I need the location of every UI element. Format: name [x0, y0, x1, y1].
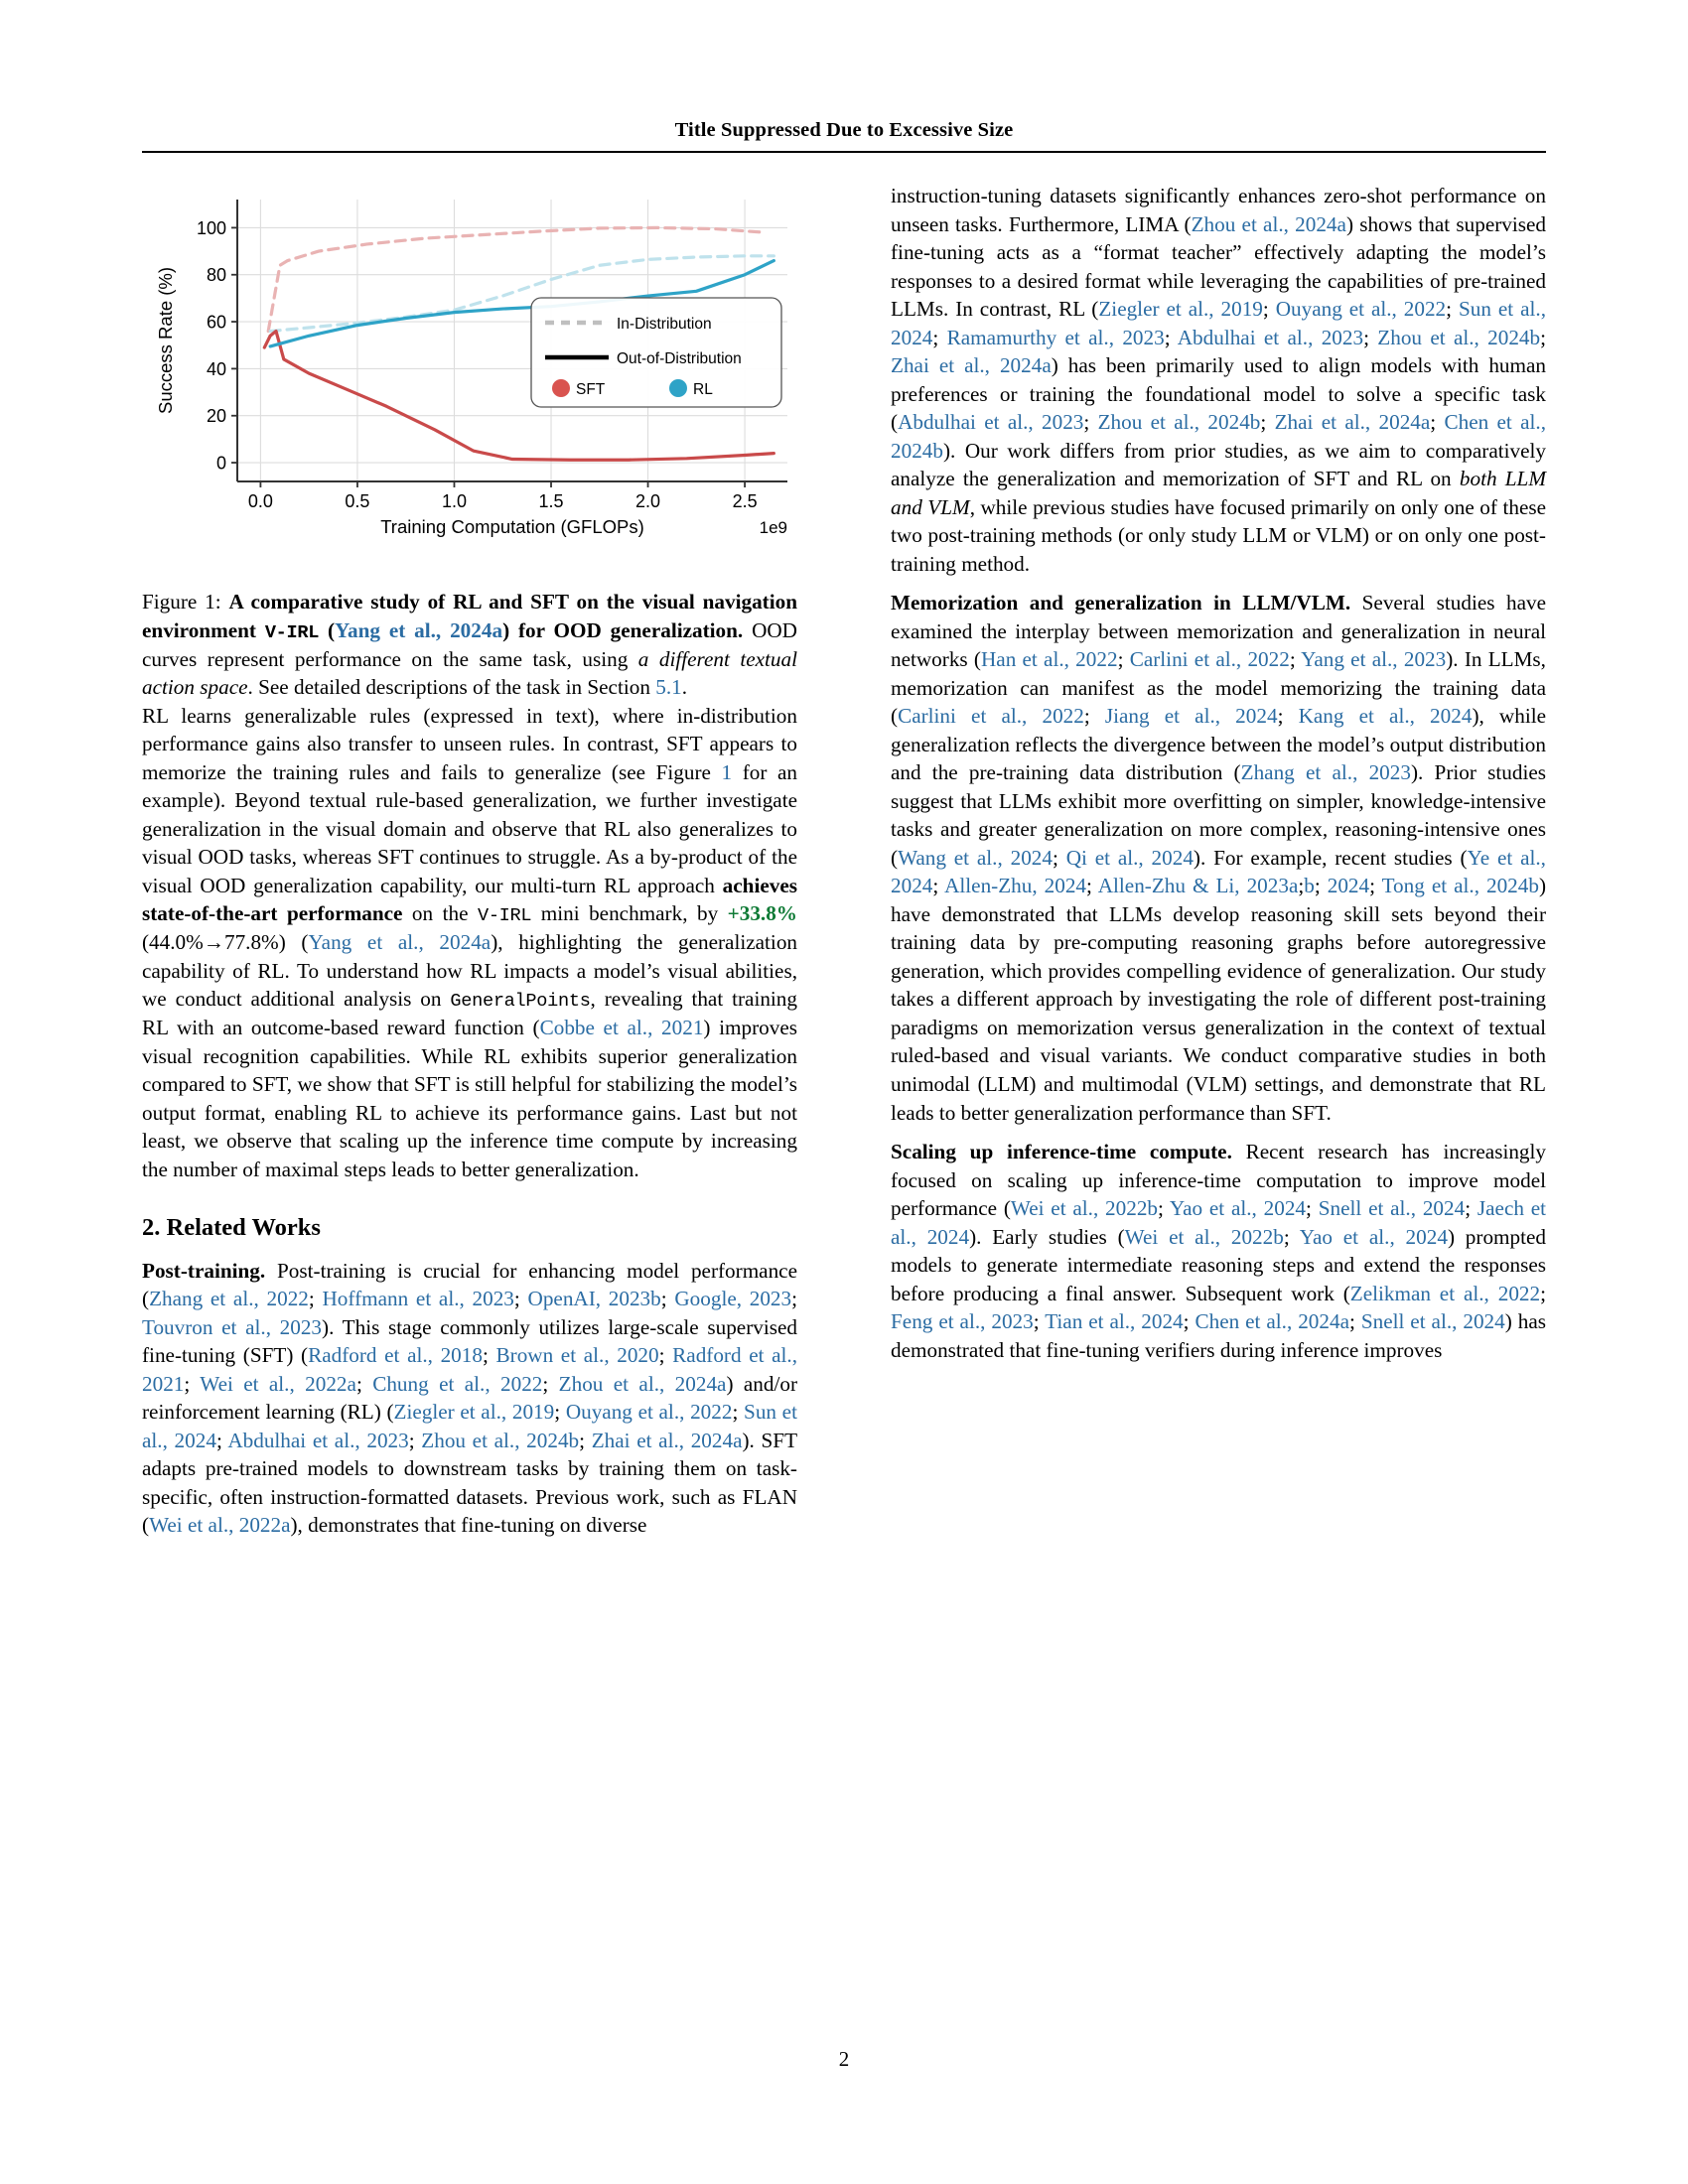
lp2-sep-1: ;	[308, 1287, 323, 1311]
rp1-cite-chen24b[interactable]: Chen et al., 2024b	[891, 410, 1547, 463]
rp1-cite-sun[interactable]: Sun et al., 2024	[891, 297, 1546, 349]
rp2-text-6: ) have demonstrated that LLMs develop reasoning skill sets beyond their training data by pre-computing reasoning graphs before autoregressive generation, which provides compelling evidence of generalization. Our study takes a different approach by investigating the role of different post-training paradigms on memorization versus generalization in the context of textual ruled-based and visual variants. We conduct comparative studies in both unimodal (LLM) and multimodal (VLM) settings, and demonstrate that RL leads to better generalization performance than SFT.	[891, 874, 1547, 1125]
caption-section-ref[interactable]: 5.1	[655, 675, 682, 700]
rp2-sep-8: ;	[1298, 874, 1305, 898]
lp1-bold-sota: achieves state-of-the-art performance	[142, 873, 797, 926]
rp2-cite-wang[interactable]: Wang et al., 2024	[898, 845, 1053, 870]
lp2-text-5: ), demonstrates that fine-tuning on diverse	[290, 1513, 647, 1538]
lp2-sep-13: ;	[408, 1428, 422, 1452]
rp2-sep-1: ;	[1117, 647, 1130, 672]
rp1-sep-6: ;	[1540, 325, 1546, 349]
rp3-text-3: ) prompted models to generate intermediate reasoning steps and extend the responses before producing a final answer. Subsequent work (	[891, 1224, 1547, 1305]
rp1-cite-abdulhai[interactable]: Abdulhai et al., 2023	[1177, 325, 1364, 349]
rp2-text-2: ). In LLMs, memorization can manifest as the model memorizing the training data (	[891, 647, 1546, 729]
lp1-mono-generalpoints: GeneralPoints	[450, 991, 591, 1013]
y-tick-label: 0	[215, 453, 226, 474]
lp2-text-2: ). This stage commonly utilizes large-scale supervised fine-tuning (SFT) (	[142, 1314, 797, 1368]
rp2-cite-kang[interactable]: Kang et al., 2024	[1298, 704, 1473, 729]
legend-label-rl: RL	[693, 381, 713, 398]
lp2-sep-6: ;	[658, 1343, 673, 1368]
caption-italic-1: a different textual action space	[142, 646, 797, 700]
lp2-cite-brown[interactable]: Brown et al., 2020	[495, 1343, 659, 1368]
rp2-cite-ye[interactable]: Ye et al., 2024	[891, 845, 1546, 898]
lp2-sep-11: ;	[732, 1400, 745, 1425]
rp1-cite-zhai[interactable]: Zhai et al., 2024a	[891, 353, 1052, 378]
running-head-rule	[142, 151, 1546, 153]
figure-1	[142, 182, 797, 574]
lp2-cite-openai[interactable]: OpenAI, 2023b	[527, 1287, 661, 1311]
y-tick-label: 20	[206, 406, 226, 427]
lp1-text-4: mini benchmark, by	[531, 901, 728, 926]
lp2-cite-radford18[interactable]: Radford et al., 2018	[308, 1343, 483, 1368]
lp1-text-1: RL learns generalizable rules (expressed in text), where in-distribution performance gains also transfer to unseen rules. In contrast, SFT appears to memorize the training rules and fails to generalize (see Figure	[142, 703, 797, 784]
rp3-cite-feng[interactable]: Feng et al., 2023	[891, 1309, 1034, 1334]
right-paragraph-2	[891, 589, 1546, 1127]
rp3-cite-yao-2[interactable]: Yao et al., 2024	[1299, 1224, 1448, 1249]
lp1-text-2: for an example). Beyond textual rule-based generalization, we further investigate generalization in the visual domain and observe that RL also generalizes to visual OOD tasks, whereas SFT continues to struggle. As a by-product of the visual OOD generalization capability, our multi-turn RL approach	[142, 759, 797, 897]
caption-citation-yang[interactable]: Yang et al., 2024a	[335, 617, 503, 642]
lp2-text-1: Post-training is crucial for enhancing model performance (	[142, 1258, 797, 1311]
lp2-sep-3: ;	[660, 1287, 675, 1311]
rp2-bold-heading: Memorization and generalization in LLM/VLM.	[891, 591, 1351, 615]
rp2-cite-zhang23[interactable]: Zhang et al., 2023	[1240, 760, 1411, 785]
x-tick-label: 0.5	[345, 491, 370, 511]
lp1-citation-cobbe[interactable]: Cobbe et al., 2021	[539, 1016, 704, 1040]
lp2-sep-12: ;	[215, 1428, 228, 1452]
rp1-sep-2: ;	[1446, 297, 1459, 322]
rp3-cite-jaech[interactable]: Jaech et al., 2024	[891, 1196, 1547, 1249]
lp2-sep-8: ;	[355, 1371, 373, 1396]
rp2-sep-2: ;	[1289, 647, 1302, 672]
rp3-bold-heading: Scaling up inference-time compute.	[891, 1140, 1232, 1164]
rp1-text-3: ) has been primarily used to align models with human preferences or training the foundational model to solve a specific task (	[891, 353, 1547, 435]
lp2-cite-zhou24b[interactable]: Zhou et al., 2024b	[421, 1428, 580, 1452]
lp2-cite-ouyang[interactable]: Ouyang et al., 2022	[565, 1400, 733, 1425]
caption-text-3: .	[681, 675, 687, 700]
lp2-sep-9: ;	[542, 1371, 559, 1396]
x-tick-label: 1.0	[441, 491, 467, 511]
rp2-sep-6: ;	[932, 874, 945, 898]
rp3-cite-tian[interactable]: Tian et al., 2024	[1045, 1309, 1184, 1334]
rp2-cite-allenzhu-li[interactable]: Allen-Zhu & Li, 2023a	[1097, 874, 1299, 898]
rp3-cite-wei22b[interactable]: Wei et al., 2022b	[1010, 1196, 1159, 1221]
legend-label-sft: SFT	[576, 381, 606, 398]
figure-1-chart	[142, 182, 797, 571]
legend-marker-sft	[552, 379, 570, 397]
lp1-text-3: on the	[402, 901, 478, 926]
rp3-cite-yao[interactable]: Yao et al., 2024	[1169, 1196, 1307, 1221]
lp2-cite-zhou24a[interactable]: Zhou et al., 2024a	[558, 1371, 727, 1396]
rp1-text-1: instruction-tuning datasets significantly enhances zero-shot performance on unseen tasks. Furthermore, LIMA (	[891, 184, 1546, 236]
legend-label-out-of-distribution: Out-of-Distribution	[617, 350, 742, 367]
running-head: Title Suppressed Due to Excessive Size	[674, 119, 1014, 141]
x-tick-label: 2.5	[732, 491, 758, 511]
rp3-cite-wei22b-2[interactable]: Wei et al., 2022b	[1124, 1224, 1284, 1249]
lp2-text-4: ). SFT adapts pre-trained models to downstream tasks by training them on task-specific, often instruction-formatted datasets. Previous work, such as FLAN (	[142, 1428, 798, 1538]
lp2-cite-chung[interactable]: Chung et al., 2022	[372, 1371, 543, 1396]
rp1-text-2: ) shows that supervised fine-tuning acts as a “format teacher” effectively adapting the model’s responses to a desired format while leveraging the capabilities of pre-trained LLMs. In contrast, RL (	[891, 211, 1547, 322]
rp1-cite-ouyang[interactable]: Ouyang et al., 2022	[1275, 297, 1447, 322]
rp3-text-4: ) has demonstrated that fine-tuning verifiers during inference improves	[891, 1309, 1546, 1362]
lp2-cite-hoffmann[interactable]: Hoffmann et al., 2023	[322, 1287, 514, 1311]
y-tick-label: 100	[196, 217, 226, 238]
caption-text-2: . See detailed descriptions of the task in Section	[247, 675, 656, 700]
figure-1-caption: Figure 1: A comparative study of RL and SFT on the visual navigation environment V-IRL (Yang et al., 2024a) for OOD generalization. OOD curves represent performance on the same task, using a different textual action space. See detailed descriptions of the task in Section 5.1.	[142, 590, 798, 700]
x-axis-exponent: 1e9	[759, 518, 787, 537]
lp2-cite-radford21[interactable]: Radford et al., 2021	[142, 1343, 798, 1396]
rp1-sep-1: ;	[1262, 297, 1276, 322]
rp2-text-1: Several studies have examined the interplay between memorization and generalization in neural networks (	[891, 591, 1547, 672]
lp1-text-6: ), highlighting the generalization capability of RL. To understand how RL impacts a model’s visual abilities, we conduct additional analysis on	[142, 930, 798, 1012]
lp2-cite-wei22a[interactable]: Wei et al., 2022a	[200, 1371, 356, 1396]
rp3-sep-6: ;	[1033, 1309, 1046, 1334]
caption-bold-1: A comparative study of RL and SFT on the visual navigation environment	[142, 590, 798, 642]
lp2-sep-4: ;	[791, 1287, 798, 1311]
rp2-sep-5: ;	[1052, 845, 1066, 870]
rp2-text-4: ). Prior studies suggest that LLMs exhibit more overfitting on simpler, knowledge-intensive tasks and greater generalization on more complex, reasoning-intensive ones (	[891, 760, 1546, 870]
right-column	[891, 182, 1546, 1364]
y-tick-label: 60	[206, 312, 226, 333]
lp2-cite-sun[interactable]: Sun et al., 2024	[142, 1400, 797, 1452]
rp1-cite-zhou24b[interactable]: Zhou et al., 2024b	[1377, 325, 1541, 349]
rp2-sep-7: ;	[1086, 874, 1098, 898]
lp1-text-8: ) improves visual recognition capabilities. While RL exhibits superior generalization compared to SFT, we show that SFT is still helpful for stabilizing the model’s output format, enabling RL to achieve its performance gains. Last but not least, we observe that scaling up the inference time compute by increasing the number of maximal steps leads to better generalization.	[142, 1016, 797, 1181]
legend-label-in-distribution: In-Distribution	[617, 316, 712, 333]
caption-bold-2: for OOD generalization.	[517, 617, 744, 642]
rp2-cite-yang23[interactable]: Yang et al., 2023	[1301, 647, 1447, 672]
lp2-cite-zhai[interactable]: Zhai et al., 2024a	[591, 1428, 743, 1452]
lp2-cite-zhang[interactable]: Zhang et al., 2022	[149, 1287, 309, 1311]
caption-label: Figure 1	[142, 590, 215, 614]
rp1-cite-zhou24a[interactable]: Zhou et al., 2024a	[1191, 211, 1346, 236]
left-paragraph-2	[142, 1257, 797, 1540]
rp3-sep-3: ;	[1465, 1196, 1477, 1221]
rp1-sep-9: ;	[1430, 410, 1445, 435]
lp2-text-3: ) and/or reinforcement learning (RL) (	[142, 1371, 798, 1425]
lp1-improvement-value: +33.8%	[727, 901, 797, 926]
rp1-sep-4: ;	[1164, 325, 1178, 349]
y-tick-label: 80	[206, 265, 226, 286]
rp1-sep-8: ;	[1260, 410, 1275, 435]
rp3-sep-5: ;	[1540, 1281, 1546, 1305]
section-heading-related-works: 2. Related Works	[142, 1214, 321, 1242]
caption-mono-virl: V-IRL	[264, 621, 320, 643]
rp2-cite-carlini-2[interactable]: Carlini et al., 2022	[898, 704, 1084, 729]
lp1-text-7: , revealing that training RL with an outcome-based reward function (	[142, 987, 797, 1040]
page-number: 2	[838, 2047, 850, 2071]
lp2-sep-2: ;	[513, 1287, 528, 1311]
x-tick-label: 1.5	[538, 491, 564, 511]
rp3-sep-7: ;	[1183, 1309, 1196, 1334]
right-paragraph-3	[891, 1138, 1546, 1364]
lp1-text-5: (44.0%→77.8%) (	[142, 930, 309, 955]
lp2-cite-abdulhai[interactable]: Abdulhai et al., 2023	[227, 1428, 409, 1452]
rp1-cite-zhou24b-2[interactable]: Zhou et al., 2024b	[1097, 410, 1261, 435]
lp2-cite-wei22a-2[interactable]: Wei et al., 2022a	[149, 1513, 291, 1538]
lp2-sep-5: ;	[482, 1343, 496, 1368]
rp3-sep-2: ;	[1306, 1196, 1319, 1221]
left-paragraph-1	[142, 702, 797, 1184]
rp2-cite-han[interactable]: Han et al., 2022	[980, 647, 1118, 672]
rp2-text-5: ). For example, recent studies (	[1193, 845, 1468, 870]
lp1-mono-virl: V-IRL	[477, 905, 532, 927]
rp1-cite-zhai-2[interactable]: Zhai et al., 2024a	[1274, 410, 1431, 435]
lp1-figure-ref[interactable]: 1	[721, 759, 733, 784]
rp2-cite-allenzhu[interactable]: Allen-Zhu, 2024	[944, 874, 1087, 898]
rp2-cite-tong[interactable]: Tong et al., 2024b	[1381, 874, 1539, 898]
lp2-sep-7: ;	[184, 1371, 201, 1396]
lp2-sep-14: ;	[579, 1428, 592, 1452]
rp1-cite-abdulhai-2[interactable]: Abdulhai et al., 2023	[898, 410, 1084, 435]
rp3-sep-4: ;	[1283, 1224, 1300, 1249]
rp1-sep-5: ;	[1363, 325, 1378, 349]
lp2-cite-google[interactable]: Google, 2023	[674, 1287, 792, 1311]
rp3-cite-chen24a[interactable]: Chen et al., 2024a	[1195, 1309, 1349, 1334]
caption-text-1: OOD curves represent performance on the same task, using	[142, 617, 797, 671]
rp2-sep-3: ;	[1083, 704, 1105, 729]
rp2-cite-qi[interactable]: Qi et al., 2024	[1065, 845, 1194, 870]
rp3-sep-1: ;	[1158, 1196, 1170, 1221]
rp2-text-3: ), while generalization reflects the divergence between the model’s output distribution and the pre-training data distribution (	[891, 704, 1546, 785]
lp2-bold-post-training: Post-training.	[142, 1258, 266, 1283]
rp1-sep-7: ;	[1083, 410, 1098, 435]
rp1-cite-ramamurthy[interactable]: Ramamurthy et al., 2023	[946, 325, 1165, 349]
y-axis-label: Success Rate (%)	[155, 266, 176, 415]
x-axis-label: Training Computation (GFLOPs)	[380, 516, 644, 537]
rp3-cite-zelikman[interactable]: Zelikman et al., 2022	[1349, 1281, 1541, 1305]
rp3-cite-snell[interactable]: Snell et al., 2024	[1318, 1196, 1466, 1221]
legend-marker-rl	[669, 379, 687, 397]
rp1-sep-3: ;	[932, 325, 947, 349]
x-tick-label: 2.0	[635, 491, 661, 511]
rp1-text-4: ). Our work differs from prior studies, as we aim to comparatively analyze the generalization and memorization of SFT and RL on	[891, 438, 1546, 491]
rp1-italic-both: both LLM and VLM	[891, 467, 1546, 519]
x-tick-label: 0.0	[247, 491, 273, 511]
lp2-cite-ziegler[interactable]: Ziegler et al., 2019	[393, 1400, 555, 1425]
rp3-sep-8: ;	[1348, 1309, 1361, 1334]
lp1-citation-yang[interactable]: Yang et al., 2024a	[308, 930, 492, 955]
y-tick-label: 40	[206, 358, 226, 379]
right-paragraph-1	[891, 182, 1546, 578]
rp3-text-2: ). Early studies (	[969, 1224, 1125, 1249]
rp2-sep-4: ;	[1277, 704, 1299, 729]
lp2-cite-touvron[interactable]: Touvron et al., 2023	[142, 1314, 323, 1339]
rp2-sep-9: ;	[1314, 874, 1328, 898]
rp2-cite-carlini[interactable]: Carlini et al., 2022	[1129, 647, 1290, 672]
rp3-cite-snell-2[interactable]: Snell et al., 2024	[1360, 1309, 1505, 1334]
rp2-cite-jiang[interactable]: Jiang et al., 2024	[1104, 704, 1278, 729]
rp1-text-5: , while previous studies have focused primarily on only one of these two post-training methods (or only study LLM or VLM) or on only one post-training method.	[891, 494, 1546, 576]
lp2-sep-10: ;	[554, 1400, 566, 1425]
rp2-cite-allenzhu-li-b[interactable]: b	[1304, 874, 1315, 898]
left-column	[142, 182, 797, 1540]
rp3-text-1: Recent research has increasingly focused on scaling up inference-time computation to improve model performance (	[891, 1140, 1546, 1221]
rp2-cite-2024[interactable]: 2024	[1327, 874, 1370, 898]
rp2-sep-10: ;	[1369, 874, 1382, 898]
rp1-cite-ziegler[interactable]: Ziegler et al., 2019	[1098, 297, 1263, 322]
